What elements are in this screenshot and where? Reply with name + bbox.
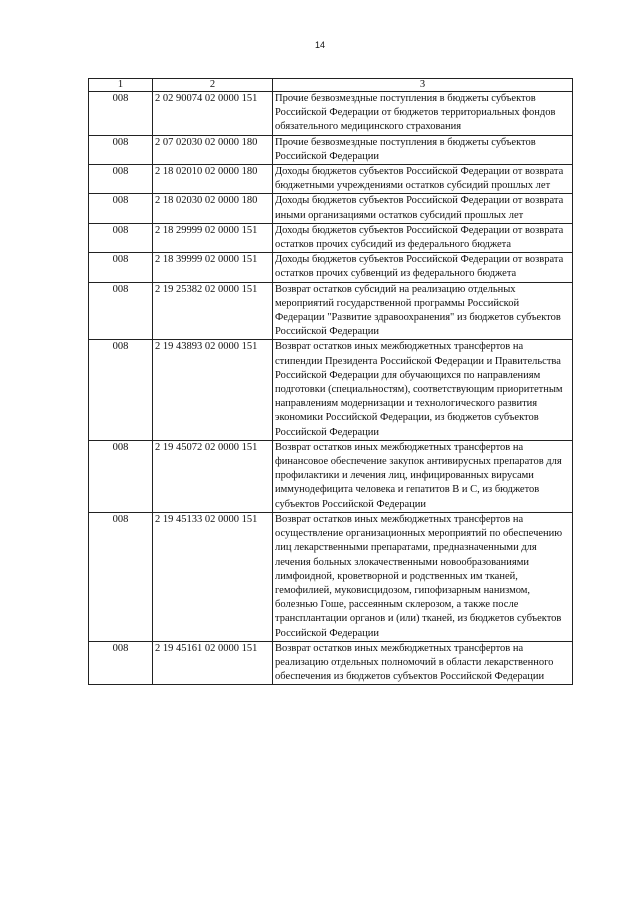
description-cell: Доходы бюджетов субъектов Российской Федерации от возврата остатков прочих субсидий из федерального бюджета <box>273 223 573 252</box>
table-row <box>89 512 573 641</box>
description-cell: Доходы бюджетов субъектов Российской Федерации от возврата остатков прочих субвенций из федерального бюджета <box>273 253 573 282</box>
table-row <box>89 194 573 223</box>
classification-code-cell: 2 18 02030 02 0000 180 <box>153 194 273 223</box>
table-row <box>89 282 573 340</box>
admin-code-cell: 008 <box>89 253 153 282</box>
admin-code-cell: 008 <box>89 641 153 685</box>
classification-code-cell: 2 19 45133 02 0000 151 <box>153 512 273 641</box>
header-col-3: 3 <box>273 79 573 92</box>
admin-code-cell: 008 <box>89 340 153 440</box>
admin-code-cell: 008 <box>89 512 153 641</box>
admin-code-cell: 008 <box>89 194 153 223</box>
table-row <box>89 135 573 164</box>
table-row <box>89 340 573 440</box>
admin-code-cell: 008 <box>89 165 153 194</box>
classification-code-cell: 2 18 02010 02 0000 180 <box>153 165 273 194</box>
classification-code-cell: 2 19 43893 02 0000 151 <box>153 340 273 440</box>
classification-code-cell: 2 18 39999 02 0000 151 <box>153 253 273 282</box>
description-cell: Прочие безвозмездные поступления в бюджеты субъектов Российской Федерации от бюджетов территориальных фондов обязательного медицинского страхования <box>273 92 573 136</box>
header-col-2: 2 <box>153 79 273 92</box>
description-cell: Возврат остатков субсидий на реализацию отдельных мероприятий государственной программы Российской Федерации "Развитие здравоохранения" из бюджетов субъектов Российской Федерации <box>273 282 573 340</box>
admin-code-cell: 008 <box>89 135 153 164</box>
description-cell: Возврат остатков иных межбюджетных трансфертов на реализацию отдельных полномочий в области лекарственного обеспечения из бюджетов субъектов Российской Федерации <box>273 641 573 685</box>
classification-code-cell: 2 19 25382 02 0000 151 <box>153 282 273 340</box>
classification-code-cell: 2 19 45161 02 0000 151 <box>153 641 273 685</box>
admin-code-cell: 008 <box>89 92 153 136</box>
classification-code-cell: 2 07 02030 02 0000 180 <box>153 135 273 164</box>
classification-code-cell: 2 18 29999 02 0000 151 <box>153 223 273 252</box>
description-cell: Доходы бюджетов субъектов Российской Федерации от возврата бюджетными учреждениями остатков субсидий прошлых лет <box>273 165 573 194</box>
classification-code-cell: 2 02 90074 02 0000 151 <box>153 92 273 136</box>
table-row <box>89 92 573 136</box>
table-row <box>89 641 573 685</box>
description-cell: Возврат остатков иных межбюджетных трансфертов на стипендии Президента Российской Федерации и Правительства Российской Федерации для обучающихся по направлениям подготовки (специальностям), соответствующим приоритетным направлениям модернизации и технологического развития экономики Российской Федерации, из бюджетов субъектов Российской Федерации <box>273 340 573 440</box>
table-row <box>89 440 573 512</box>
table-row <box>89 253 573 282</box>
table-header-row <box>89 79 573 92</box>
table-row <box>89 165 573 194</box>
admin-code-cell: 008 <box>89 282 153 340</box>
description-cell: Возврат остатков иных межбюджетных трансфертов на осуществление организационных мероприятий по обеспечению лиц лекарственными препаратами, предназначенными для лечения больных злокачественными новообразованиями лимфоидной, кроветворной и родственных им тканей, гемофилией, муковисцидозом, гипофизарным нанизмом, болезнью Гоше, рассеянным склерозом, а также после трансплантации органов и (или) тканей, из бюджетов субъектов Российской Федерации <box>273 512 573 641</box>
page-number: 14 <box>314 40 325 50</box>
table-row <box>89 223 573 252</box>
admin-code-cell: 008 <box>89 440 153 512</box>
classification-code-cell: 2 19 45072 02 0000 151 <box>153 440 273 512</box>
budget-classification-table <box>88 78 573 685</box>
admin-code-cell: 008 <box>89 223 153 252</box>
description-cell: Доходы бюджетов субъектов Российской Федерации от возврата иными организациями остатков субсидий прошлых лет <box>273 194 573 223</box>
description-cell: Прочие безвозмездные поступления в бюджеты субъектов Российской Федерации <box>273 135 573 164</box>
header-col-1: 1 <box>89 79 153 92</box>
description-cell: Возврат остатков иных межбюджетных трансфертов на финансовое обеспечение закупок антивирусных препаратов для профилактики и лечения лиц, инфицированных вирусами иммунодефицита человека и гепатитов B и C, из бюджетов субъектов Российской Федерации <box>273 440 573 512</box>
